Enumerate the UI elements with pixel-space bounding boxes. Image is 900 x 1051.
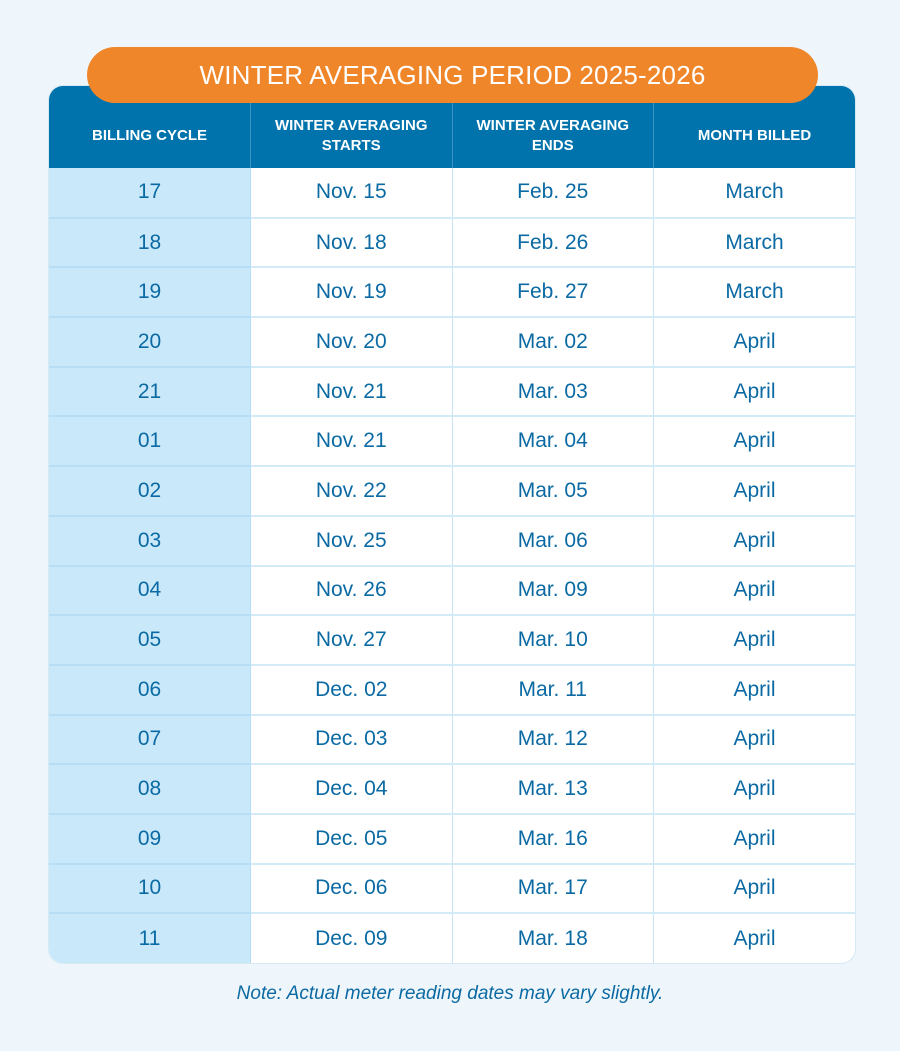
starts-cell: Nov. 18 bbox=[251, 218, 453, 268]
billing-cycle-cell: 02 bbox=[49, 466, 251, 516]
ends-cell: Mar. 13 bbox=[452, 764, 654, 814]
table-row bbox=[49, 416, 855, 466]
header-averaging-ends: WINTER AVERAGING ENDS bbox=[452, 86, 654, 168]
billing-cycle-cell: 18 bbox=[49, 218, 251, 268]
billing-cycle-cell: 04 bbox=[49, 566, 251, 616]
month-billed-cell: April bbox=[654, 615, 856, 665]
table-row bbox=[49, 367, 855, 417]
footnote: Note: Actual meter reading dates may vary slightly. bbox=[236, 983, 664, 1004]
ends-cell: Mar. 02 bbox=[452, 317, 654, 367]
table-row bbox=[49, 814, 855, 864]
month-billed-cell: March bbox=[654, 267, 856, 317]
ends-cell: Mar. 11 bbox=[452, 665, 654, 715]
ends-cell: Feb. 25 bbox=[452, 168, 654, 218]
billing-cycle-cell: 11 bbox=[49, 913, 251, 963]
starts-cell: Dec. 02 bbox=[251, 665, 453, 715]
month-billed-cell: April bbox=[733, 926, 776, 950]
starts-cell: Nov. 25 bbox=[251, 516, 453, 566]
ends-cell: Mar. 12 bbox=[452, 715, 654, 765]
month-billed-cell: April bbox=[654, 715, 856, 765]
month-billed-cell: April bbox=[654, 814, 856, 864]
ends-cell: Feb. 26 bbox=[452, 218, 654, 268]
table-row bbox=[49, 516, 855, 566]
table-row bbox=[49, 715, 855, 765]
ends-cell: Mar. 16 bbox=[452, 814, 654, 864]
starts-cell: Nov. 27 bbox=[251, 615, 453, 665]
table-row bbox=[49, 913, 855, 963]
month-billed-cell: April bbox=[654, 317, 856, 367]
table-row bbox=[49, 168, 855, 218]
starts-cell: Nov. 19 bbox=[251, 267, 453, 317]
billing-cycle-cell: 21 bbox=[49, 367, 251, 417]
billing-cycle-cell: 17 bbox=[49, 168, 251, 218]
billing-cycle-cell: 05 bbox=[49, 615, 251, 665]
header-averaging-starts: WINTER AVERAGING STARTS bbox=[251, 86, 453, 168]
ends-cell: Feb. 27 bbox=[452, 267, 654, 317]
ends-cell: Mar. 17 bbox=[452, 864, 654, 914]
starts-cell: Dec. 06 bbox=[251, 864, 453, 914]
month-billed-cell: April bbox=[654, 566, 856, 616]
month-billed-cell: April bbox=[654, 764, 856, 814]
winter-averaging-table bbox=[49, 86, 855, 963]
starts-cell: Nov. 20 bbox=[251, 317, 453, 367]
billing-cycle-cell: 03 bbox=[49, 516, 251, 566]
table-row bbox=[49, 764, 855, 814]
starts-cell: Nov. 26 bbox=[251, 566, 453, 616]
month-billed-cell: March bbox=[654, 168, 856, 218]
month-billed-cell: April bbox=[654, 367, 856, 417]
starts-cell: Dec. 09 bbox=[251, 913, 453, 963]
page-title: WINTER AVERAGING PERIOD 2025-2026 bbox=[87, 47, 818, 103]
starts-cell: Dec. 03 bbox=[251, 715, 453, 765]
starts-cell: Nov. 22 bbox=[251, 466, 453, 516]
billing-cycle-cell: 08 bbox=[49, 764, 251, 814]
table-row bbox=[49, 218, 855, 268]
table-row bbox=[49, 665, 855, 715]
table-row bbox=[49, 615, 855, 665]
starts-cell: Nov. 21 bbox=[251, 367, 453, 417]
billing-cycle-cell: 07 bbox=[49, 715, 251, 765]
table-row bbox=[49, 566, 855, 616]
month-billed-cell: April bbox=[654, 665, 856, 715]
starts-cell: Nov. 15 bbox=[251, 168, 453, 218]
ends-cell: Mar. 03 bbox=[452, 367, 654, 417]
month-billed-cell: March bbox=[654, 218, 856, 268]
table-row bbox=[49, 317, 855, 367]
starts-cell: Dec. 05 bbox=[251, 814, 453, 864]
table-row bbox=[49, 267, 855, 317]
billing-cycle-cell: 01 bbox=[49, 416, 251, 466]
ends-cell: Mar. 05 bbox=[452, 466, 654, 516]
billing-cycle-cell: 10 bbox=[49, 864, 251, 914]
month-billed-cell: April bbox=[654, 864, 856, 914]
month-billed-cell: April bbox=[654, 466, 856, 516]
billing-cycle-cell: 19 bbox=[49, 267, 251, 317]
table-row bbox=[49, 864, 855, 914]
schedule-table-card bbox=[49, 86, 855, 963]
header-month-billed: MONTH BILLED bbox=[654, 86, 856, 168]
starts-cell: Nov. 21 bbox=[251, 416, 453, 466]
ends-cell: Mar. 18 bbox=[452, 913, 654, 963]
month-billed-cell: April bbox=[654, 516, 856, 566]
ends-cell: Mar. 04 bbox=[452, 416, 654, 466]
table-row bbox=[49, 466, 855, 516]
ends-cell: Mar. 09 bbox=[452, 566, 654, 616]
header-billing-cycle: BILLING CYCLE bbox=[49, 86, 251, 168]
ends-cell: Mar. 06 bbox=[452, 516, 654, 566]
billing-cycle-cell: 20 bbox=[49, 317, 251, 367]
billing-cycle-cell: 06 bbox=[49, 665, 251, 715]
ends-cell: Mar. 10 bbox=[452, 615, 654, 665]
billing-cycle-cell: 09 bbox=[49, 814, 251, 864]
starts-cell: Dec. 04 bbox=[251, 764, 453, 814]
month-billed-cell: April bbox=[654, 416, 856, 466]
